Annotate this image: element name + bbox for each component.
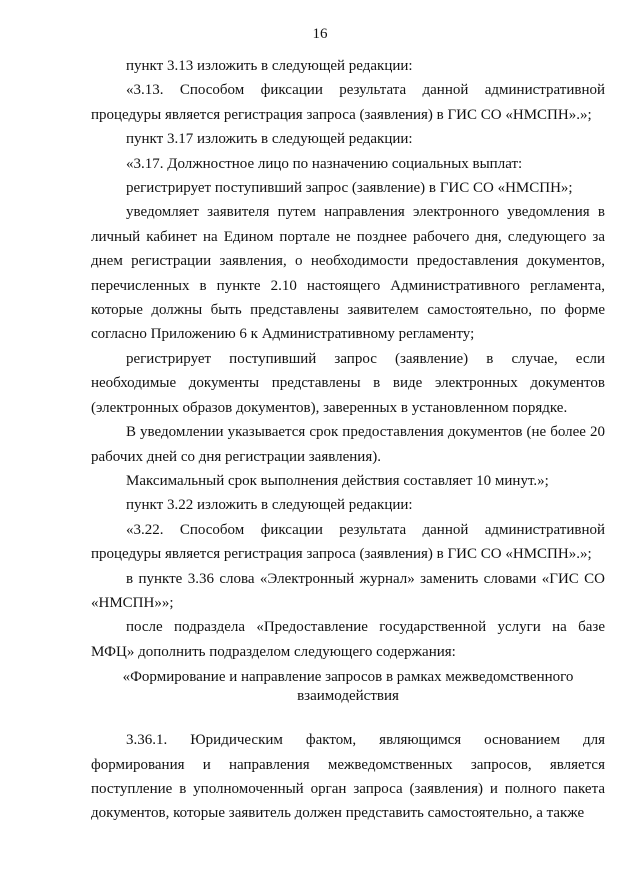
paragraph: регистрирует поступивший запрос (заявление) в случае, если необходимые документы представлены в виде электронных документов (электронных образов документов), заверенных в установленном порядке. <box>91 350 605 416</box>
paragraph: В уведомлении указывается срок предоставления документов (не более 20 рабочих дней со дня регистрации заявления). <box>91 424 605 465</box>
paragraph: после подраздела «Предоставление государственной услуги на базе МФЦ» дополнить подразделом следующего содержания: <box>91 619 605 660</box>
document-body <box>91 54 605 826</box>
paragraph: 3.36.1. Юридическим фактом, являющимся основанием для формирования и направления межведомственных запросов, является поступление в уполномоченный орган запроса (заявления) и полного пакета документов, которые заявитель должен представить самостоятельно, а также <box>91 732 605 822</box>
page-number: 16 <box>312 26 328 42</box>
paragraph: «3.13. Способом фиксации результата данной административной процедуры является регистрация запроса (заявления) в ГИС СО «НМСПН».»; <box>91 82 605 123</box>
paragraph: пункт 3.22 изложить в следующей редакции: <box>126 497 413 514</box>
paragraph: регистрирует поступивший запрос (заявление) в ГИС СО «НМСПН»; <box>126 180 573 197</box>
paragraph: Максимальный срок выполнения действия составляет 10 минут.»; <box>126 472 549 489</box>
paragraph: пункт 3.13 изложить в следующей редакции: <box>126 58 413 74</box>
section-heading: «Формирование и направление запросов в рамках межведомственного взаимодействия <box>122 669 574 705</box>
paragraph: «3.17. Должностное лицо по назначению социальных выплат: <box>126 155 523 172</box>
paragraph: уведомляет заявителя путем направления электронного уведомления в личный кабинет на Едином портале не позднее рабочего дня, следующего за днем регистрации заявления, о необходимости предоставления документов, перечисленных в пункте 2.10 настоящего Административного регламента, которые должны быть представлены заявителем самостоятельно, по форме согласно Приложению 6 к Административному регламенту; <box>91 204 605 343</box>
paragraph: «3.22. Способом фиксации результата данной административной процедуры является регистрация запроса (заявления) в ГИС СО «НМСПН».»; <box>91 521 605 563</box>
paragraph: в пункте 3.36 слова «Электронный журнал» заменить словами «ГИС СО «НМСПН»»; <box>91 570 605 611</box>
paragraph: пункт 3.17 изложить в следующей редакции: <box>126 131 413 148</box>
